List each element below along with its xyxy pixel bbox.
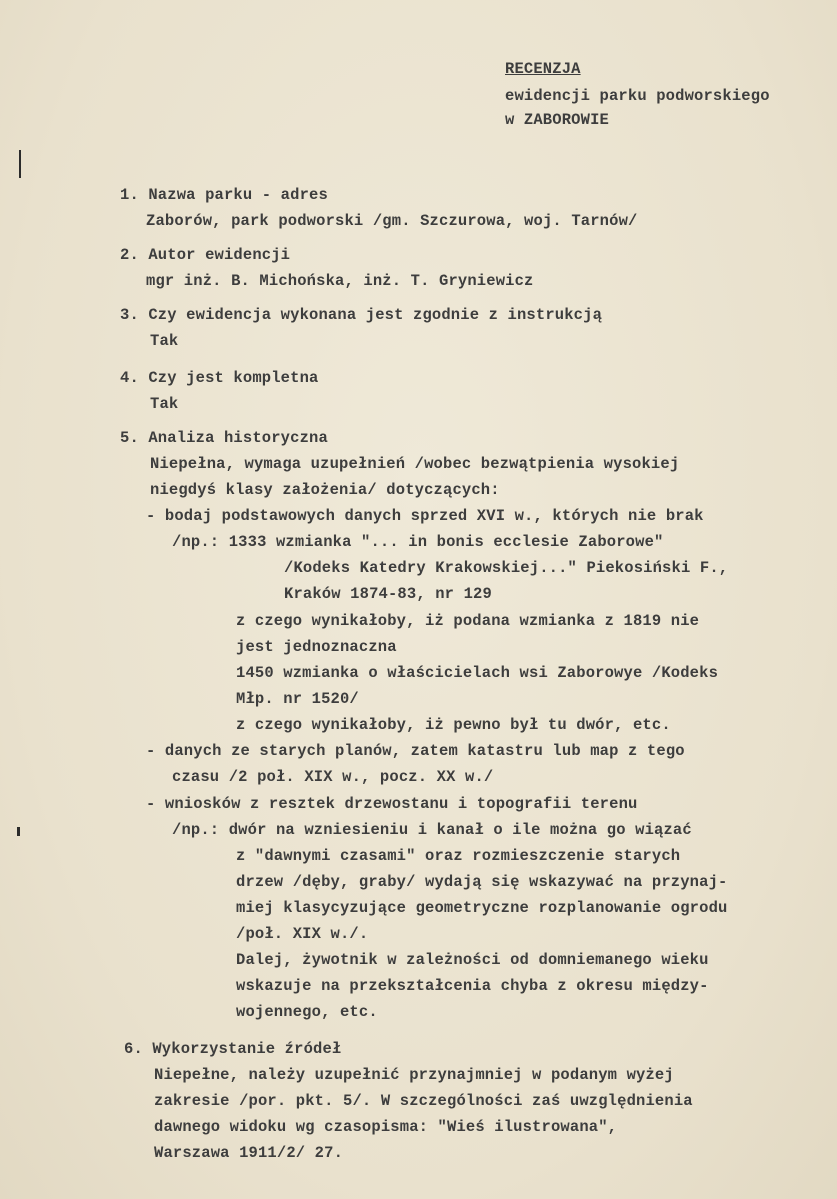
section-body: Tak [150,395,179,413]
section-body-line: 1450 wzmianka o właścicielach wsi Zaborowye /Kodeks [236,664,719,682]
section-body-line: Warszawa 1911/2/ 27. [154,1144,344,1162]
section-body-line: jest jednoznaczna [236,638,397,656]
section-heading: 5. Analiza historyczna [120,429,328,447]
section-body: Zaborów, park podworski /gm. Szczurowa, woj. Tarnów/ [146,212,638,230]
section-body-line: wskazuje na przekształcenia chyba z okresu między- [236,977,709,995]
section-body-line: czasu /2 poł. XIX w., pocz. XX w./ [172,768,494,786]
section-body-line: dawnego widoku wg czasopisma: "Wieś ilustrowana", [154,1118,618,1136]
document-title: RECENZJA [505,60,581,78]
section-heading: 4. Czy jest kompletna [120,369,319,387]
section-body-line: miej klasycyzujące geometryczne rozplanowanie ogrodu [236,899,728,917]
section-body-line: /np.: 1333 wzmianka "... in bonis ecclesie Zaborowe" [172,533,664,551]
section-body-line: niegdyś klasy założenia/ dotyczących: [150,481,500,499]
section-heading: 2. Autor ewidencji [120,246,291,264]
section-body-line: /Kodeks Katedry Krakowskiej..." Piekosiński F., [284,559,729,577]
section-body-line: Kraków 1874-83, nr 129 [284,585,492,603]
section-body-line: drzew /dęby, graby/ wydają się wskazywać na przynaj- [236,873,728,891]
section-heading: 6. Wykorzystanie źródeł [124,1040,342,1058]
margin-mark [19,150,21,178]
section-body-line: Niepełne, należy uzupełnić przynajmniej w podanym wyżej [154,1066,674,1084]
section-heading: 3. Czy ewidencja wykonana jest zgodnie z instrukcją [120,306,603,324]
section-body: Tak [150,332,179,350]
section-body-line: Dalej, żywotnik w zależności od domniemanego wieku [236,951,709,969]
margin-mark [17,827,20,836]
section-body-line: z czego wynikałoby, iż pewno był tu dwór, etc. [236,716,671,734]
section-body-line: Młp. nr 1520/ [236,690,359,708]
section-body-line: /np.: dwór na wzniesieniu i kanał o ile można go wiązać [172,821,692,839]
section-body-line: - danych ze starych planów, zatem katastru lub map z tego [146,742,685,760]
section-body-line: - bodaj podstawowych danych sprzed XVI w., których nie brak [146,507,704,525]
section-body-line: /poł. XIX w./. [236,925,369,943]
section-body-line: Niepełna, wymaga uzupełnień /wobec bezwątpienia wysokiej [150,455,680,473]
document-subtitle-location: w ZABOROWIE [505,111,609,129]
section-body: mgr inż. B. Michońska, inż. T. Gryniewicz [146,272,534,290]
section-body-line: wojennego, etc. [236,1003,378,1021]
document-subtitle: ewidencji parku podworskiego [505,87,770,105]
section-body-line: zakresie /por. pkt. 5/. W szczególności zaś uwzględnienia [154,1092,693,1110]
section-body-line: z czego wynikałoby, iż podana wzmianka z 1819 nie [236,612,700,630]
section-body-line: - wniosków z resztek drzewostanu i topografii terenu [146,795,638,813]
section-body-line: z "dawnymi czasami" oraz rozmieszczenie starych [236,847,681,865]
section-heading: 1. Nazwa parku - adres [120,186,328,204]
